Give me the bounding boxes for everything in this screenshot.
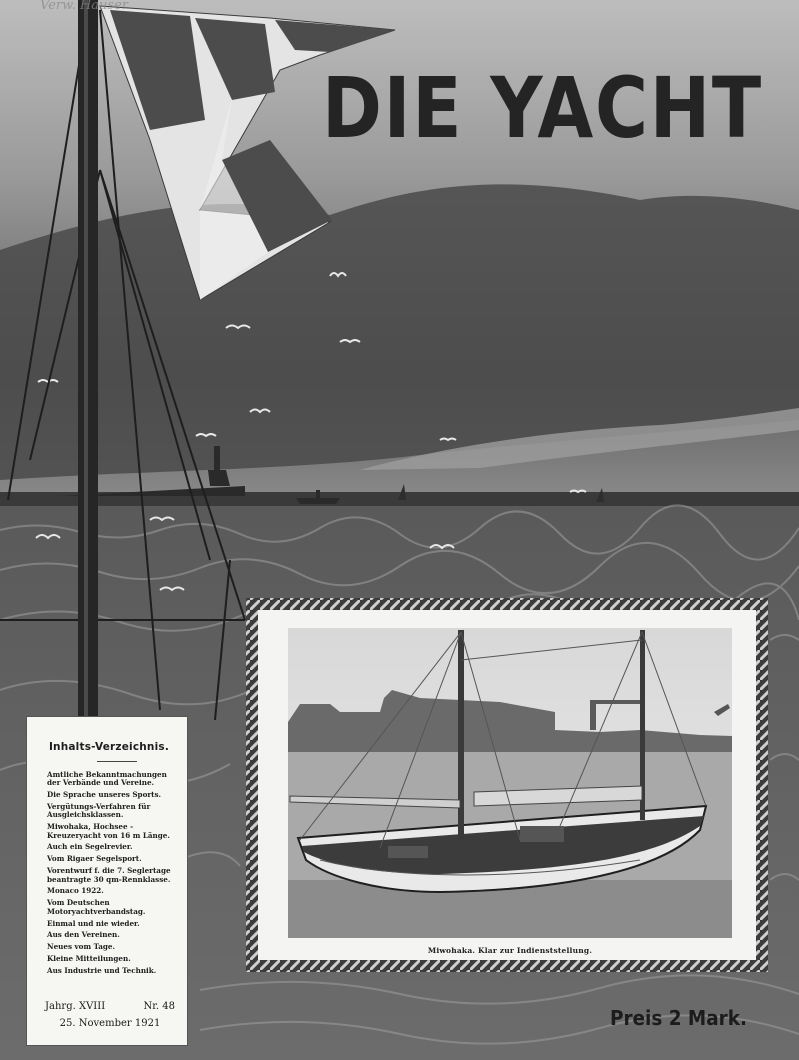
contents-item: Miwohaka, Hochsee - Kreuzeryacht von 16 m Länge. (47, 822, 170, 840)
contents-item: Aus Industrie und Technik. (47, 966, 157, 976)
magazine-title: DIE YACHT (322, 59, 763, 157)
contents-item: Vergütungs-Verfahren für Ausgleichsklassen. (47, 802, 151, 820)
yacht-photo (288, 628, 732, 938)
contents-list (47, 771, 181, 975)
contents-item: Einmal und nie wieder. (47, 918, 140, 928)
issue-date: 25. November 1921 (59, 1018, 161, 1029)
ownership-stamp: Verw. Hauser (40, 0, 128, 13)
contents-item: Kleine Mitteilungen. (47, 954, 131, 964)
contents-item: Neues vom Tage. (47, 942, 115, 952)
contents-item: Monaco 1922. (47, 886, 104, 896)
contents-item: Die Sprache unseres Sports. (47, 790, 162, 800)
issue-volume: Jahrg. XVIII (45, 1001, 106, 1012)
issue-info (45, 1001, 175, 1029)
issue-number: Nr. 48 (143, 1001, 175, 1012)
price-label: Preis 2 Mark. (610, 1006, 747, 1030)
contents-item: Aus den Vereinen. (47, 930, 120, 940)
contents-heading: Inhalts-Verzeichnis. (48, 741, 170, 753)
contents-divider (97, 761, 137, 762)
contents-box (26, 716, 188, 1046)
photo-caption: Miwohaka. Klar zur Indienststellung. (427, 946, 593, 955)
contents-item: Vom Deutschen Motoryachtverbandstag. (47, 898, 146, 916)
contents-item: Vom Rigaer Segelsport. (47, 854, 142, 864)
contents-item: Auch ein Segelrevier. (47, 842, 133, 852)
contents-item: Amtliche Bekanntmachungen der Verbände und Vereine. (47, 770, 167, 788)
contents-item: Vorentwurf f. die 7. Seglertage beantragte 30 qm-Rennklasse. (47, 866, 171, 884)
